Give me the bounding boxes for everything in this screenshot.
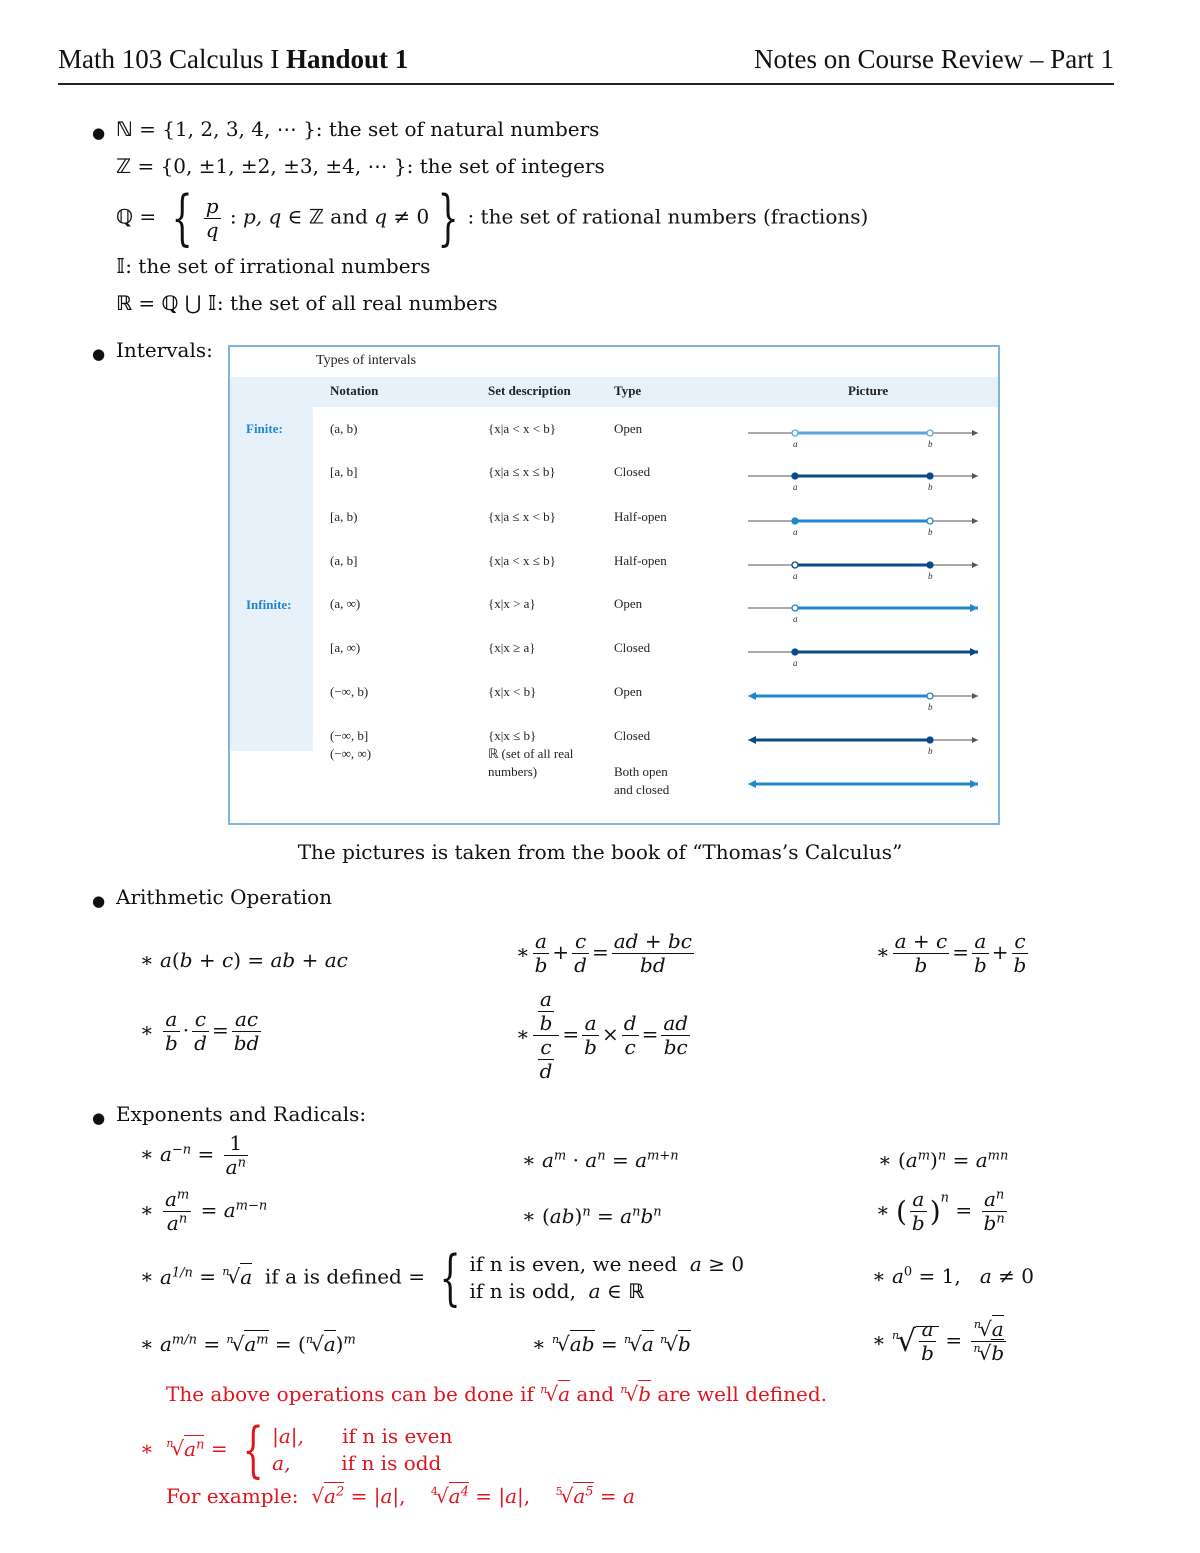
set-rationals: ℚ = { $\frac{p}{q}$ : p, q ∈ ℤ and q ≠ 0 } : the set of rational numbers (fractions) [116, 183, 869, 253]
row-5-endpoint-a [792, 649, 798, 655]
col-picture: Picture [848, 383, 889, 398]
row-4-right-arrow [970, 604, 978, 612]
row-4-set: {x|x > a} [488, 596, 536, 611]
row-1-endpoint-a [792, 473, 798, 479]
row-1-set: {x|a ≤ x ≤ b} [488, 464, 556, 479]
row-2-type: Half-open [614, 509, 667, 524]
arith-label: Arithmetic Operation [116, 885, 332, 909]
exp-power: ∗ $(a^m)^n = a^{mn}$ [878, 1148, 1009, 1172]
row-6-endpoint-b [927, 693, 933, 699]
row-6-axis-arrow [972, 693, 978, 699]
row-3-type: Half-open [614, 553, 667, 568]
arith-divide-fractions: ∗ $\frac{\frac{a}{b}}{\frac{c}{d}}$ = $\frac{a}{b}$ × $\frac{d}{c}$ = $\frac{ad}{bc}$ [516, 987, 689, 1083]
figure-caption: The pictures is taken from the book of “Thomas’s Calculus” [297, 840, 903, 864]
row-1-endpoint-b [927, 473, 933, 479]
header-left [58, 44, 408, 75]
row-3-label-a: a [793, 571, 798, 581]
row-2-endpoint-b [927, 518, 933, 524]
interval-pictures [230, 347, 1002, 827]
abs-even-text: if n is even [342, 1424, 453, 1448]
arith-distributive: ∗ a(b + c) = ab + ac [140, 948, 348, 972]
red-example: For example: $√a^2 = |a|$, $^4√a^4 = |a|$, $^5√a^5 = a$ [166, 1484, 635, 1508]
exp-zero: ∗ $a^0 = 1$, a ≠ 0 [872, 1264, 1034, 1288]
row-5-label-a: a [793, 658, 798, 668]
red-abs-rule: ∗ $^n√a^n$ = { |a|, if n is even a, if n is odd [140, 1415, 453, 1485]
row-2-label-b: b [928, 527, 933, 537]
row-6-set: {x|x < b} [488, 684, 537, 699]
header-rule [58, 83, 1114, 85]
row-3-endpoint-b [927, 562, 933, 568]
exp-root-definition: ∗ $a^{1/n} = ^n√a$ if a is defined = { if n is even, we need a ≥ 0 if n is odd, a ∈ ℝ [140, 1243, 745, 1313]
exp-label: Exponents and Radicals: [116, 1102, 367, 1126]
row-2-axis-arrow [972, 518, 978, 524]
header-course: Math 103 Calculus I [58, 44, 280, 74]
row-4-endpoint-a [792, 605, 798, 611]
row-6-label-b: b [928, 702, 933, 712]
set-irrationals-desc: : the set of irrational numbers [125, 254, 431, 278]
row-1-axis-arrow [972, 473, 978, 479]
row-4-notation: (a, ∞) [330, 596, 361, 611]
exp-negative: ∗ $a^{-n}$ = $\frac{1}{a^n}$ [140, 1131, 246, 1179]
table-title: Types of intervals [316, 353, 417, 368]
row-8-set-line2: numbers) [488, 764, 538, 779]
bullet-exponents: ● [92, 1109, 106, 1127]
bullet-sets: ● [92, 124, 106, 142]
bullet-intervals: ● [92, 345, 106, 363]
exp-root-product: ∗ $^n$√ab = $^n$√a $^n$√b [532, 1332, 691, 1356]
row-2-endpoint-a [792, 518, 798, 524]
row-0-type: Open [614, 421, 643, 436]
row-3-set: {x|a < x ≤ b} [488, 553, 556, 568]
row-5-set: {x|x ≥ a} [488, 640, 536, 655]
abs-odd-text: if n is odd [341, 1451, 442, 1475]
row-7-notation: (−∞, b] [330, 728, 369, 743]
row-3-label-b: b [928, 571, 933, 581]
red-wd-text: are well defined. [657, 1382, 828, 1406]
if-defined-text: if a is defined = [264, 1264, 425, 1289]
header-right: Notes on Course Review – Part 1 [754, 44, 1114, 74]
row-2-set: {x|a ≤ x < b} [488, 509, 556, 524]
row-1-label-b: b [928, 482, 933, 492]
intervals-label: Intervals: [116, 338, 213, 362]
row-1-label-a: a [793, 482, 798, 492]
set-reals-desc: : the set of all real numbers [216, 291, 498, 315]
row-8-type-line2: and closed [614, 782, 670, 797]
exp-quotient: ∗ $\frac{a^m}{a^n}$ = $a^{m-n}$ [140, 1187, 268, 1235]
set-naturals: ℕ = {1, 2, 3, 4, ⋯ }: the set of natural numbers [116, 117, 600, 141]
row-4-type: Open [614, 596, 643, 611]
row-7-type: Closed [614, 728, 651, 743]
set-reals: ℝ = ℚ ⋃ 𝕀: the set of all real numbers [116, 291, 498, 315]
cat-infinite: Infinite: [246, 597, 292, 612]
row-8-set-line1: ℝ (set of all real [488, 746, 574, 761]
row-3-endpoint-a [792, 562, 798, 568]
row-7-left-arrow [748, 736, 756, 744]
arith-add-fractions: ∗ $\frac{a}{b}$ + $\frac{c}{d}$ = $\frac{ad + bc}{bd}$ [516, 929, 692, 977]
exp-quotient-power: ∗ ( $\frac{a}{b}$ )$^n$ = $\frac{a^n}{b^n}$ [876, 1187, 1005, 1235]
case-odd-text: if n is odd, [469, 1279, 576, 1303]
row-7-label-b: b [928, 746, 933, 756]
row-8-notation: (−∞, ∞) [330, 746, 372, 761]
row-5-type: Closed [614, 640, 651, 655]
row-8-right-arrow [970, 780, 978, 788]
set-rationals-desc: : the set of rational numbers (fractions) [467, 204, 869, 229]
row-6-notation: (−∞, b) [330, 684, 369, 699]
row-8-left-arrow [748, 780, 756, 788]
cat-finite: Finite: [246, 421, 283, 436]
exp-root-quotient: ∗ $^n$√ $\frac{a}{b}$ = $\frac{^n√a}{^n√b}$ [872, 1317, 1005, 1365]
row-0-endpoint-a [792, 430, 798, 436]
row-5-notation: [a, ∞) [330, 640, 361, 655]
example-text: For example: [166, 1484, 299, 1508]
row-2-notation: [a, b) [330, 509, 358, 524]
row-0-axis-arrow [972, 430, 978, 436]
arith-common-denominator: ∗ $\frac{a + c}{b}$ = $\frac{a}{b}$ + $\frac{c}{b}$ [876, 929, 1027, 977]
row-0-notation: (a, b) [330, 421, 358, 436]
set-irrationals: 𝕀: the set of irrational numbers [116, 254, 431, 278]
row-4-label-a: a [793, 614, 798, 624]
row-0-endpoint-b [927, 430, 933, 436]
row-7-axis-arrow [972, 737, 978, 743]
exp-rational: ∗ $a^{m/n} = ^n√a^m = (^n√a)^m$ [140, 1332, 356, 1356]
exp-product: ∗ $a^m \cdot a^n = a^{m+n}$ [522, 1148, 679, 1172]
set-integers: ℤ = {0, ±1, ±2, ±3, ±4, ⋯ }: the set of integers [116, 154, 605, 178]
red-and-text: and [576, 1382, 614, 1406]
row-0-label-b: b [928, 439, 933, 449]
col-set-description: Set description [488, 383, 571, 398]
case-even-text: if n is even, we need [469, 1252, 678, 1276]
row-2-label-a: a [793, 527, 798, 537]
row-0-label-a: a [793, 439, 798, 449]
row-7-endpoint-b [927, 737, 933, 743]
header-handout: Handout 1 [285, 44, 409, 74]
row-0-set: {x|a < x < b} [488, 421, 557, 436]
bullet-arith: ● [92, 892, 106, 910]
arith-multiply-fractions: ∗ $\frac{a}{b}$ · $\frac{c}{d}$ = $\frac{ac}{bd}$ [140, 1007, 260, 1055]
row-5-right-arrow [970, 648, 978, 656]
row-1-type: Closed [614, 464, 651, 479]
row-1-notation: [a, b] [330, 464, 358, 479]
row-6-left-arrow [748, 692, 756, 700]
row-7-set: {x|x ≤ b} [488, 728, 537, 743]
set-integers-desc: : the set of integers [406, 154, 605, 178]
row-3-notation: (a, b] [330, 553, 358, 568]
row-6-type: Open [614, 684, 643, 699]
intervals-table-figure [228, 345, 1000, 825]
red-note-text: The above operations can be done if [166, 1382, 534, 1406]
row-8-type-line1: Both open [614, 764, 668, 779]
col-type: Type [614, 383, 642, 398]
set-naturals-desc: : the set of natural numbers [315, 117, 600, 141]
red-note: The above operations can be done if $^n$√a and $^n$√b are well defined. [166, 1382, 828, 1406]
exp-product-power: ∗ $(ab)^n = a^nb^n$ [522, 1204, 662, 1228]
col-notation: Notation [330, 383, 379, 398]
row-3-axis-arrow [972, 562, 978, 568]
